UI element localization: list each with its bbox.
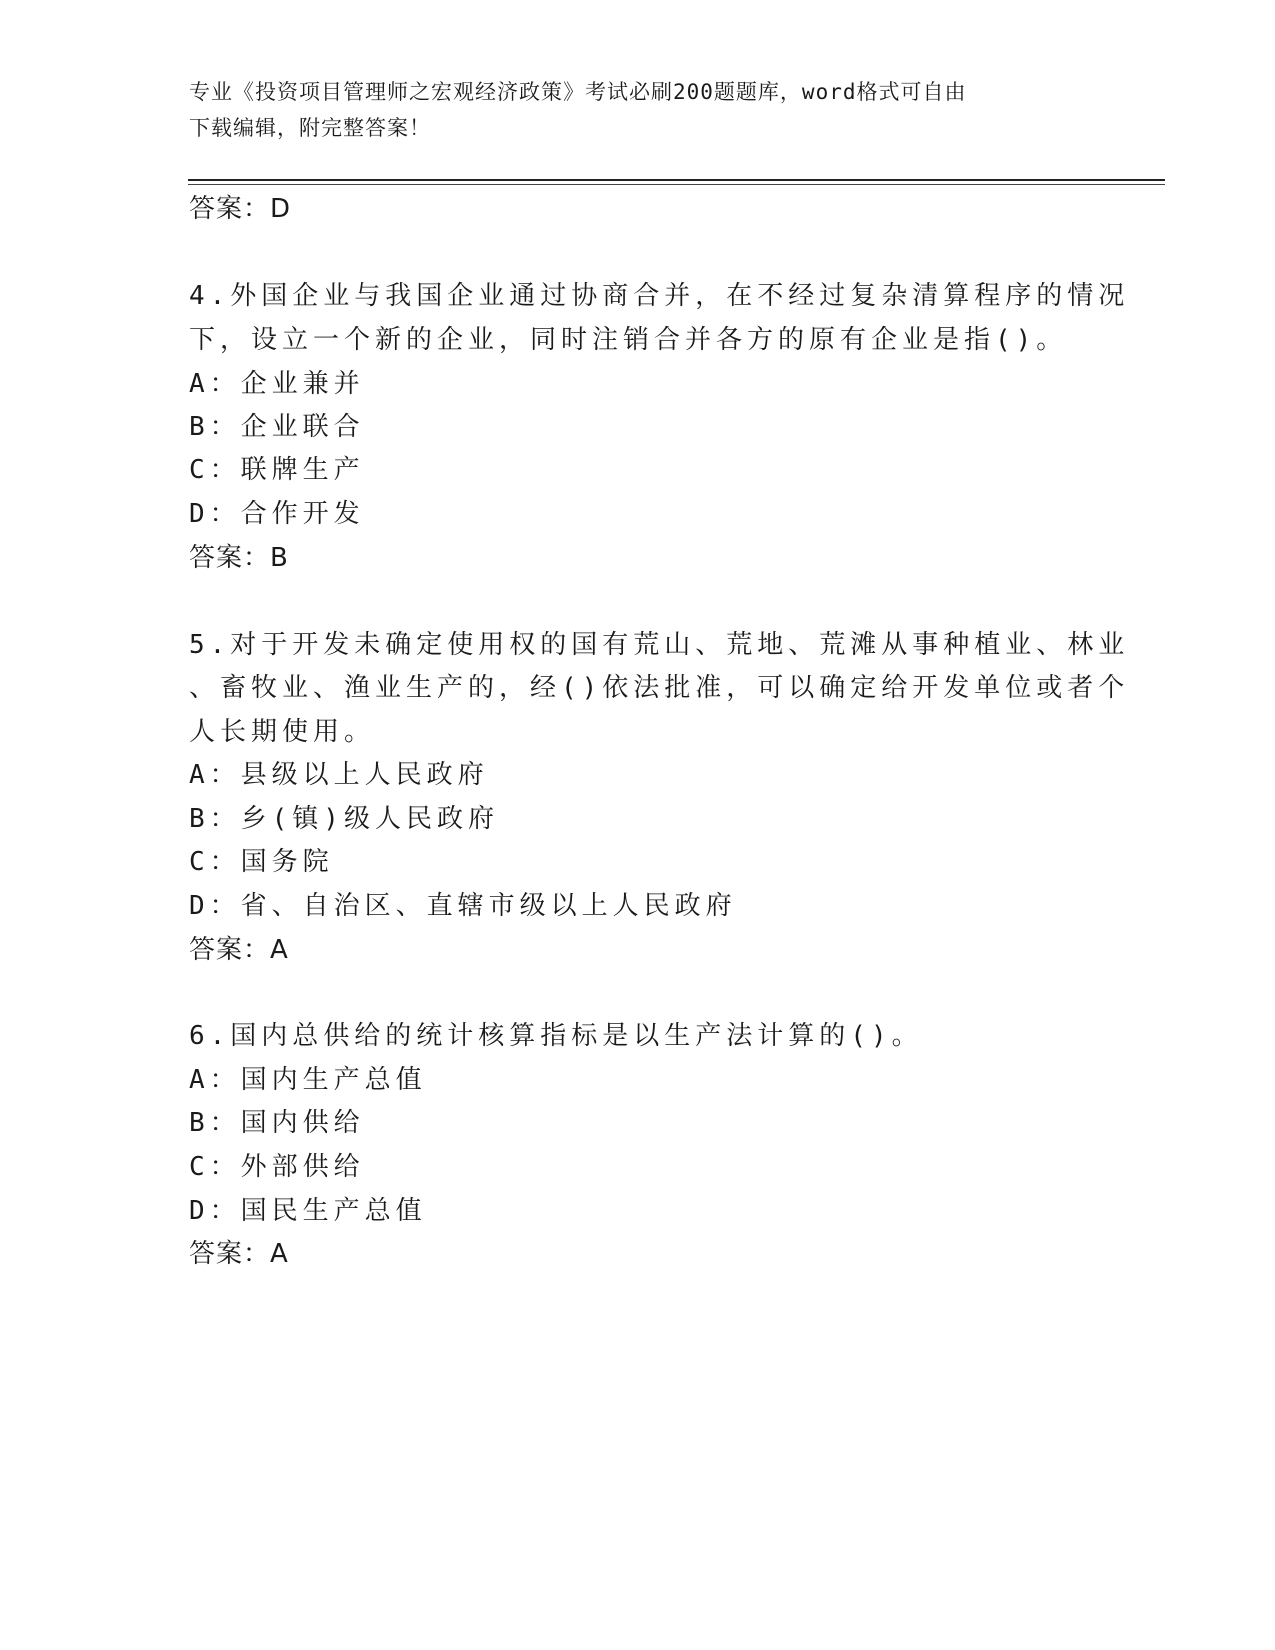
q6-option-d: D：国民生产总值 <box>189 1196 427 1226</box>
header-divider-thin <box>188 184 1165 185</box>
header-line-2: 下载编辑，附完整答案！ <box>189 116 431 140</box>
q4-option-d: D：合作开发 <box>189 499 365 529</box>
header-divider-thick <box>188 179 1165 181</box>
q4-stem-line-1: 4.外国企业与我国企业通过协商合并，在不经过复杂清算程序的情况 <box>189 281 1130 311</box>
q5-option-d: D：省、自治区、直辖市级以上人民政府 <box>189 891 737 921</box>
header-line-1: 专业《投资项目管理师之宏观经济政策》考试必刷200题题库，word格式可自由 <box>189 80 967 104</box>
q6-option-b: B：国内供给 <box>189 1108 365 1138</box>
document-header <box>189 74 1089 146</box>
q4-option-c: C：联牌生产 <box>189 455 365 485</box>
q5-stem-line-1: 5.对于开发未确定使用权的国有荒山、荒地、荒滩从事种植业、林业 <box>189 630 1130 660</box>
q4-stem-line-2: 下，设立一个新的企业，同时注销合并各方的原有企业是指()。 <box>189 325 1068 355</box>
q5-stem-line-2: 、畜牧业、渔业生产的，经()依法批准，可以确定给开发单位或者个 <box>189 673 1130 703</box>
q5-stem-line-3: 人长期使用。 <box>189 717 376 747</box>
q6-option-c: C：外部供给 <box>189 1152 365 1182</box>
q5-option-a: A：县级以上人民政府 <box>189 760 489 790</box>
q5-answer: 答案：A <box>189 935 289 965</box>
q5-option-b: B：乡(镇)级人民政府 <box>189 804 499 834</box>
previous-answer: 答案：D <box>189 194 292 224</box>
q6-option-a: A：国内生产总值 <box>189 1065 427 1095</box>
q4-option-a: A：企业兼并 <box>189 369 365 399</box>
q5-option-c: C：国务院 <box>189 847 334 877</box>
q4-option-b: B：企业联合 <box>189 412 365 442</box>
q6-answer: 答案：A <box>189 1239 289 1269</box>
q4-answer: 答案：B <box>189 543 289 573</box>
q6-stem-line-1: 6.国内总供给的统计核算指标是以生产法计算的()。 <box>189 1021 923 1051</box>
